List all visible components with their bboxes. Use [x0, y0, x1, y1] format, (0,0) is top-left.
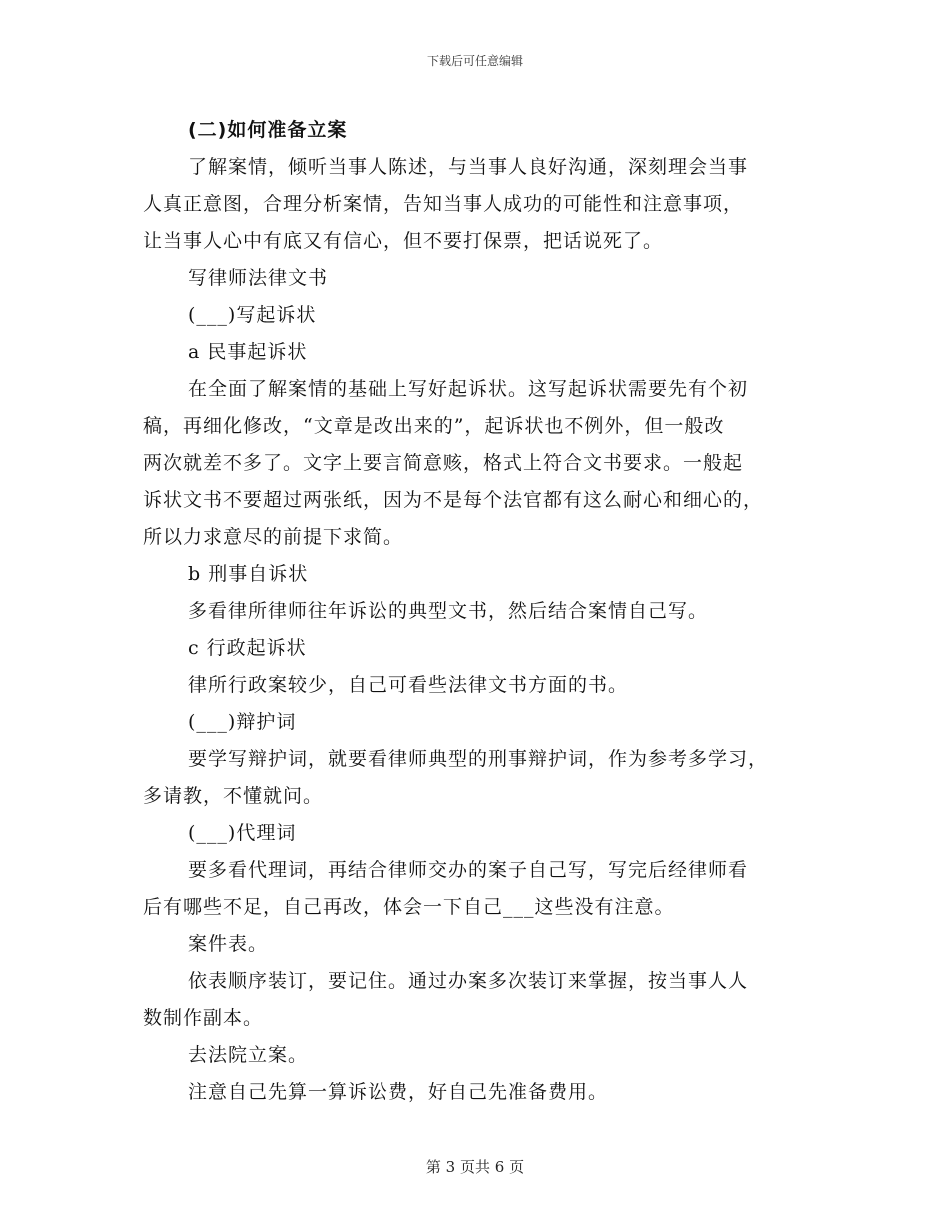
text-line: 案件表。 [188, 933, 269, 955]
text-line: 了解案情，倾听当事人陈述，与当事人良好沟通，深刻理会当事 [188, 156, 749, 178]
text-line: 要学写辩护词，就要看律师典型的刑事辩护词，作为参考多学习， [188, 748, 769, 770]
text-line: 后有哪些不足，自己再改，体会一下自己___这些没有注意。 [143, 896, 675, 918]
text-line: 稿，再细化修改，“文章是改出来的”，起诉状也不例外，但一般改 [143, 415, 725, 437]
text-line: 诉状文书不要超过两张纸，因为不是每个法官都有这么耐心和细心的， [143, 489, 764, 511]
section-heading: (二)如何准备立案 [188, 119, 348, 141]
text-line: 要多看代理词，再结合律师交办的案子自己写，写完后经律师看 [188, 859, 749, 881]
text-line: 写律师法律文书 [188, 267, 329, 289]
text-line: 让当事人心中有底又有信心，但不要打保票，把话说死了。 [143, 230, 664, 252]
text-line: 所以力求意尽的前提下求简。 [143, 526, 404, 548]
text-line: (___)代理词 [188, 822, 297, 844]
text-line: 多看律所律师往年诉讼的典型文书，然后结合案情自己写。 [188, 600, 709, 622]
text-line: 律所行政案较少，自己可看些法律文书方面的书。 [188, 674, 629, 696]
text-line: 注意自己先算一算诉讼费，好自己先准备费用。 [188, 1081, 609, 1103]
text-line: (___)辩护词 [188, 711, 297, 733]
text-line: 依表顺序装订，要记住。通过办案多次装订来掌握，按当事人人 [188, 970, 749, 992]
page-footer: 第 3 页共 6 页 [425, 1158, 525, 1176]
text-line: 在全面了解案情的基础上写好起诉状。这写起诉状需要先有个初 [188, 378, 749, 400]
text-line: c 行政起诉状 [188, 637, 307, 659]
document-body [143, 112, 808, 1111]
text-line: 数制作副本。 [143, 1007, 264, 1029]
page-header: 下载后可任意编辑 [426, 54, 523, 68]
text-line: 人真正意图，合理分析案情，告知当事人成功的可能性和注意事项， [143, 193, 744, 215]
text-line: 两次就差不多了。文字上要言简意赅，格式上符合文书要求。一般起 [143, 452, 744, 474]
text-line: a 民事起诉状 [188, 341, 308, 363]
text-line: b 刑事自诉状 [188, 563, 309, 585]
text-line: 多请教，不懂就问。 [143, 785, 324, 807]
text-line: 去法院立案。 [188, 1044, 309, 1066]
text-line: (___)写起诉状 [188, 304, 317, 326]
